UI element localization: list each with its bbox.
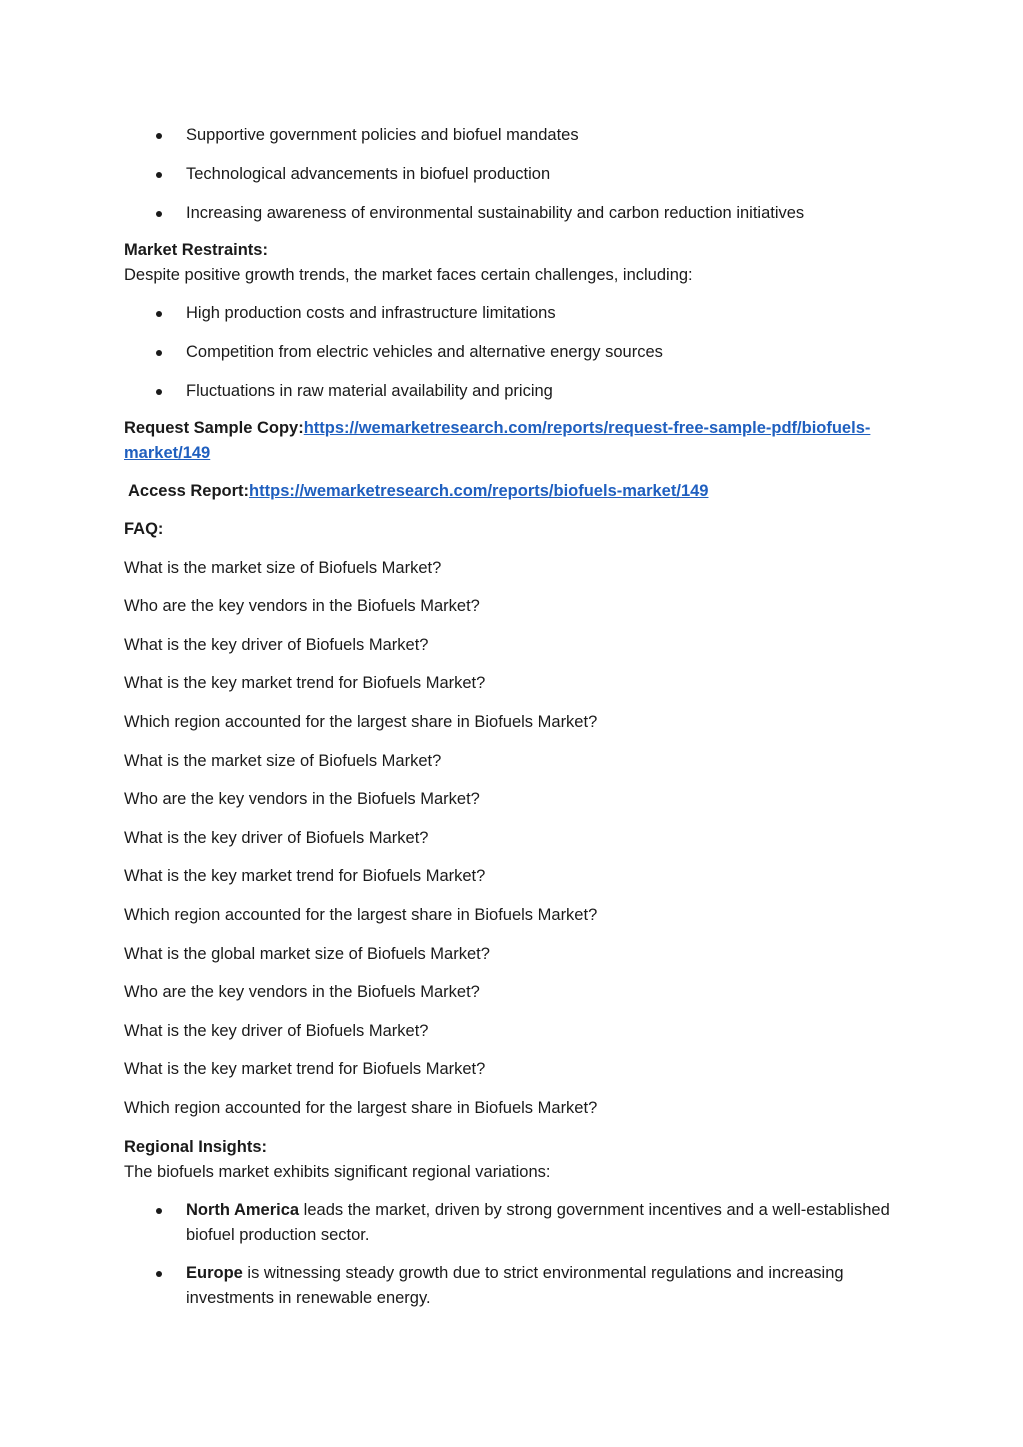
regional-intro: The biofuels market exhibits significant regional variations: xyxy=(124,1162,551,1181)
faq-question: What is the key market trend for Biofuels Market? xyxy=(124,867,486,886)
list-item xyxy=(124,379,904,404)
faq-question: Which region accounted for the largest share in Biofuels Market? xyxy=(124,712,598,731)
faq-question: Who are the key vendors in the Biofuels Market? xyxy=(124,597,480,616)
faq-question: What is the market size of Biofuels Market? xyxy=(124,751,442,770)
region-text: is witnessing steady growth due to strict environmental regulations and increasing investments in renewable energy. xyxy=(186,1263,844,1307)
bullet-icon xyxy=(156,211,162,217)
list-item-text: Increasing awareness of environmental sustainability and carbon reduction initiatives xyxy=(186,204,805,222)
list-item-text: Fluctuations in raw material availability and pricing xyxy=(186,382,553,400)
list-item xyxy=(124,123,904,148)
list-item-text: High production costs and infrastructure limitations xyxy=(186,304,556,322)
faq-question: What is the global market size of Biofuels Market? xyxy=(124,944,490,963)
faq-heading: FAQ: xyxy=(124,520,164,538)
list-item xyxy=(124,1261,904,1311)
faq-question: Which region accounted for the largest share in Biofuels Market? xyxy=(124,905,598,924)
faq-question: What is the key driver of Biofuels Market? xyxy=(124,635,429,654)
faq-question: What is the market size of Biofuels Market? xyxy=(124,558,442,577)
list-item xyxy=(124,1198,904,1248)
bullet-icon xyxy=(156,1208,162,1214)
faq-question: What is the key driver of Biofuels Market? xyxy=(124,828,429,847)
region-text: leads the market, driven by strong government incentives and a well-established biofuel production sector. xyxy=(186,1200,890,1244)
faq-list xyxy=(124,556,904,1121)
list-item xyxy=(124,340,904,365)
request-sample-line xyxy=(124,416,904,466)
list-item-text: Technological advancements in biofuel production xyxy=(186,165,551,183)
list-item-text: Competition from electric vehicles and alternative energy sources xyxy=(186,343,663,361)
restraints-heading: Market Restraints: xyxy=(124,241,268,259)
list-item-text: Supportive government policies and biofuel mandates xyxy=(186,126,579,144)
faq-question: Who are the key vendors in the Biofuels Market? xyxy=(124,983,480,1002)
regional-section xyxy=(124,1135,904,1185)
request-sample-label: Request Sample Copy: xyxy=(124,419,304,437)
list-item xyxy=(124,201,904,226)
access-report-label: Access Report: xyxy=(128,482,250,500)
list-item xyxy=(124,301,904,326)
bullet-icon xyxy=(156,1271,162,1277)
region-name: North America xyxy=(186,1200,300,1219)
faq-question: What is the key driver of Biofuels Market? xyxy=(124,1021,429,1040)
access-report-line xyxy=(124,479,904,504)
faq-question: Which region accounted for the largest share in Biofuels Market? xyxy=(124,1098,598,1117)
bullet-icon xyxy=(156,172,162,178)
faq-question: What is the key market trend for Biofuels Market? xyxy=(124,1060,486,1079)
bullet-icon xyxy=(156,133,162,139)
bullet-icon xyxy=(156,389,162,395)
document-page xyxy=(124,123,904,1324)
regional-list xyxy=(124,1198,904,1311)
bullet-icon xyxy=(156,350,162,356)
restraints-section xyxy=(124,238,904,288)
drivers-list xyxy=(124,123,904,226)
regional-heading: Regional Insights: xyxy=(124,1137,268,1156)
region-name: Europe xyxy=(186,1263,243,1282)
restraints-intro: Despite positive growth trends, the market faces certain challenges, including: xyxy=(124,266,693,284)
faq-question: What is the key market trend for Biofuels Market? xyxy=(124,674,486,693)
faq-question: Who are the key vendors in the Biofuels Market? xyxy=(124,790,480,809)
bullet-icon xyxy=(156,311,162,317)
access-report-link[interactable]: https://wemarketresearch.com/reports/biofuels-market/149 xyxy=(249,482,709,500)
list-item xyxy=(124,162,904,187)
restraints-list xyxy=(124,301,904,404)
request-sample-link[interactable]: https://wemarketresearch.com/reports/request-free-sample-pdf/biofuels-market/149 xyxy=(124,419,871,462)
